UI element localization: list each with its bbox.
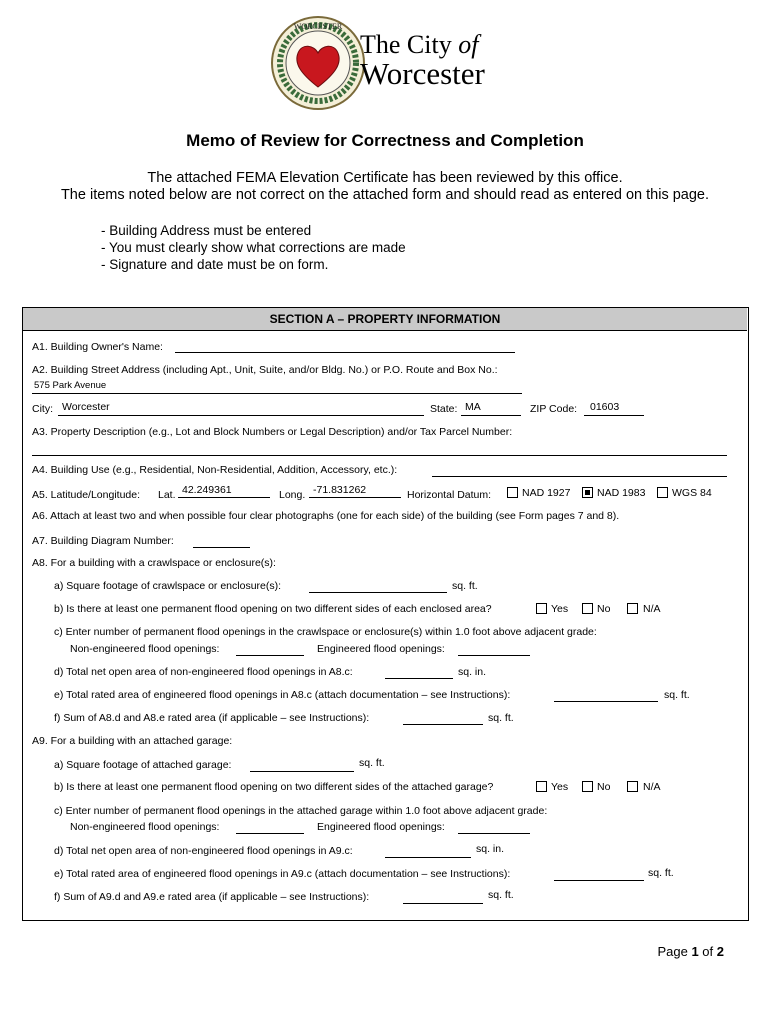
zip-label: ZIP Code:: [530, 403, 578, 415]
street-address-field[interactable]: [32, 393, 522, 394]
a9b-na-checkbox[interactable]: [627, 781, 638, 792]
a9d-label: d) Total net open area of non-engineered flood openings in A9.c:: [54, 845, 353, 857]
a8b-no-label: No: [597, 603, 611, 615]
a8c-label: c) Enter number of permanent flood openings in the crawlspace or enclosure(s) within 1.0 foot above adjacent grade:: [54, 626, 597, 638]
a9d-field[interactable]: [385, 857, 471, 858]
a9c-non-engineered-field[interactable]: [236, 833, 304, 834]
memo-intro-line2: The items noted below are not correct on the attached form and should read as entered on this page.: [60, 187, 710, 203]
a9e-field[interactable]: [554, 880, 644, 881]
a9a-unit: sq. ft.: [359, 757, 385, 769]
memo-item: - Building Address must be entered: [101, 223, 312, 238]
state-label: State:: [430, 403, 458, 415]
building-use-field[interactable]: [432, 476, 727, 477]
a9b-na-label: N/A: [643, 781, 661, 793]
a8c-engineered-label: Engineered flood openings:: [317, 643, 445, 655]
city-heading-name: Worcester: [360, 56, 485, 91]
a9b-label: b) Is there at least one permanent flood opening on two different sides of the attached garage?: [54, 781, 494, 793]
a1-label: A1. Building Owner's Name:: [32, 341, 163, 353]
a9f-unit: sq. ft.: [488, 889, 514, 901]
a9c-non-engineered-label: Non-engineered flood openings:: [70, 821, 220, 833]
a8b-label: b) Is there at least one permanent flood opening on two different sides of each enclosed area?: [54, 603, 492, 615]
a8f-label: f) Sum of A8.d and A8.e rated area (if applicable – see Instructions):: [54, 712, 370, 724]
zip-field[interactable]: [584, 415, 644, 416]
state-value: MA: [465, 401, 481, 413]
lat-label: Lat.: [158, 489, 176, 501]
a9f-field[interactable]: [403, 903, 483, 904]
city-value: Worcester: [62, 401, 110, 413]
a8c-non-engineered-field[interactable]: [236, 655, 304, 656]
a9d-unit: sq. in.: [476, 843, 505, 855]
wgs84-checkbox[interactable]: [657, 487, 668, 498]
a6-label: A6. Attach at least two and when possible four clear photographs (one for each side) of the building (see Form pages 7 and 8).: [32, 510, 620, 522]
city-heading-top: The City of: [360, 30, 479, 59]
a8b-yes-label: Yes: [551, 603, 569, 615]
long-label: Long.: [279, 489, 306, 501]
a7-label: A7. Building Diagram Number:: [32, 535, 174, 547]
a8c-engineered-field[interactable]: [458, 655, 530, 656]
a9a-label: a) Square footage of attached garage:: [54, 759, 232, 771]
a8f-unit: sq. ft.: [488, 712, 514, 724]
a8a-field[interactable]: [309, 592, 447, 593]
a8d-label: d) Total net open area of non-engineered flood openings in A8.c:: [54, 666, 353, 678]
a9b-no-label: No: [597, 781, 611, 793]
a8e-label: e) Total rated area of engineered flood openings in A8.c (attach documentation – see Instructions):: [54, 689, 511, 701]
longitude-field[interactable]: [309, 497, 401, 498]
memo-title: Memo of Review for Correctness and Completion: [186, 131, 584, 150]
a9b-no-checkbox[interactable]: [582, 781, 593, 792]
a8f-field[interactable]: [403, 724, 483, 725]
a8b-yes-checkbox[interactable]: [536, 603, 547, 614]
city-seal-logo: [270, 15, 366, 111]
memo-item: - Signature and date must be on form.: [101, 257, 329, 272]
a9-label: A9. For a building with an attached garage:: [32, 735, 233, 747]
a4-label: A4. Building Use (e.g., Residential, Non-Residential, Addition, Accessory, etc.):: [32, 464, 398, 476]
lat-value: 42.249361: [182, 484, 232, 496]
a8c-non-engineered-label: Non-engineered flood openings:: [70, 643, 220, 655]
a8d-field[interactable]: [385, 678, 453, 679]
a8a-label: a) Square footage of crawlspace or enclosure(s):: [54, 580, 282, 592]
a8a-unit: sq. ft.: [452, 580, 478, 592]
datum-label: Horizontal Datum:: [407, 489, 492, 501]
city-label: City:: [32, 403, 53, 415]
diagram-number-field[interactable]: [193, 547, 250, 548]
a8e-unit: sq. ft.: [664, 689, 690, 701]
a8-label: A8. For a building with a crawlspace or enclosure(s):: [32, 557, 276, 569]
a9b-yes-checkbox[interactable]: [536, 781, 547, 792]
nad1927-checkbox[interactable]: [507, 487, 518, 498]
owner-name-field[interactable]: [175, 352, 515, 353]
svg-text:WORCESTER: WORCESTER: [293, 22, 343, 31]
a8b-na-label: N/A: [643, 603, 661, 615]
a8d-unit: sq. in.: [458, 666, 487, 678]
property-description-field[interactable]: [32, 455, 727, 456]
a9a-field[interactable]: [250, 771, 354, 772]
a9e-label: e) Total rated area of engineered flood openings in A9.c (attach documentation – see Instructions):: [54, 868, 511, 880]
nad1983-label: NAD 1983: [597, 487, 646, 499]
a9c-label: c) Enter number of permanent flood openings in the attached garage within 1.0 foot above adjacent grade:: [54, 805, 548, 817]
page-number: Page 1 of 2: [657, 944, 724, 959]
a9c-engineered-label: Engineered flood openings:: [317, 821, 445, 833]
memo-item: - You must clearly show what corrections are made: [101, 240, 406, 255]
nad1983-checkbox[interactable]: [582, 487, 593, 498]
nad1927-label: NAD 1927: [522, 487, 571, 499]
street-address-value: 575 Park Avenue: [34, 380, 107, 391]
a9e-unit: sq. ft.: [648, 867, 674, 879]
zip-value: 01603: [590, 401, 620, 413]
long-value: -71.831262: [313, 484, 367, 496]
memo-intro-line1: The attached FEMA Elevation Certificate has been reviewed by this office.: [147, 170, 623, 186]
state-field[interactable]: [461, 415, 521, 416]
wgs84-label: WGS 84: [672, 487, 712, 499]
latitude-field[interactable]: [178, 497, 270, 498]
a9b-yes-label: Yes: [551, 781, 569, 793]
a8b-no-checkbox[interactable]: [582, 603, 593, 614]
a8e-field[interactable]: [554, 701, 658, 702]
a9f-label: f) Sum of A9.d and A9.e rated area (if applicable – see Instructions):: [54, 891, 370, 903]
a3-label: A3. Property Description (e.g., Lot and Block Numbers or Legal Description) and/or Tax Parcel Number:: [32, 426, 513, 438]
city-field[interactable]: [58, 415, 424, 416]
a2-label: A2. Building Street Address (including Apt., Unit, Suite, and/or Bldg. No.) or P.O. Route and Box No.:: [32, 364, 498, 376]
section-a-header: SECTION A – PROPERTY INFORMATION: [23, 308, 747, 331]
a8b-na-checkbox[interactable]: [627, 603, 638, 614]
a9c-engineered-field[interactable]: [458, 833, 530, 834]
a5-label: A5. Latitude/Longitude:: [32, 489, 141, 501]
